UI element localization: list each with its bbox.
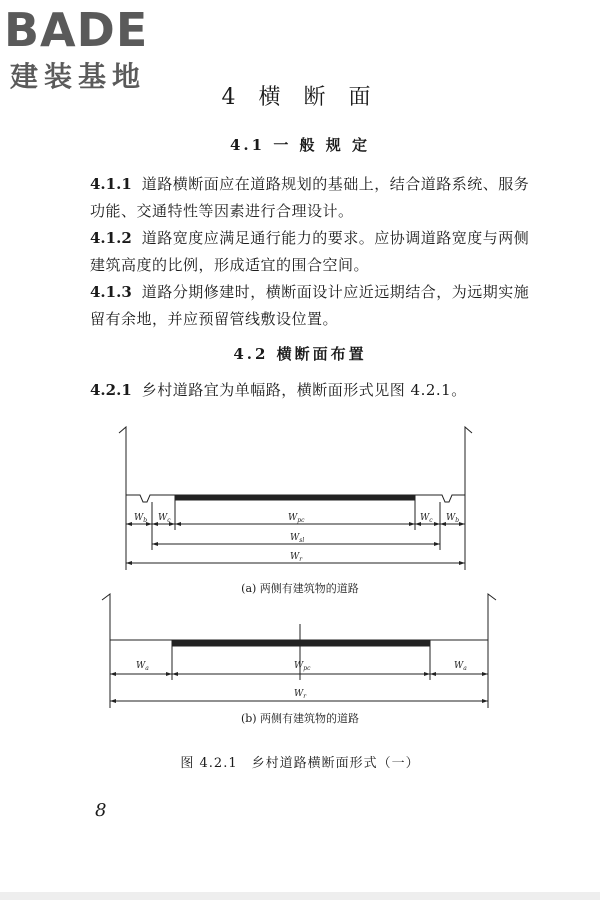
clause-text: 道路横断面应在道路规划的基础上，结合道路系统、服务功能、交通特性等因素进行合理设计。 — [90, 175, 530, 220]
right-building-edge-b — [430, 594, 496, 640]
clause-number: 4.2.1 — [90, 381, 132, 399]
clause-text: 乡村道路宜为单幅路，横断面形式见图 4.2.1。 — [141, 381, 467, 399]
label-wc-left: $W_c$ — [158, 513, 171, 524]
logo-wordmark: BADE — [4, 3, 149, 57]
page-number: 8 — [95, 800, 107, 821]
diagram-a-drawing — [119, 427, 472, 570]
figure-caption: 图 4.2.1 乡村道路横断面形式（一） — [180, 756, 420, 771]
right-building-edge — [415, 427, 472, 502]
road-pavement-b — [172, 640, 430, 646]
clause-number: 4.1.2 — [90, 229, 132, 247]
label-wb-right: $W_b$ — [446, 513, 460, 524]
label-wa-left: $W_a$ — [136, 661, 149, 672]
left-building-edge — [119, 427, 175, 502]
caption-b: (b) 两侧有建筑物的道路 — [240, 712, 360, 725]
label-wr-a: $W_r$ — [290, 552, 303, 563]
clause-number: 4.1.1 — [90, 175, 132, 193]
label-wc-right: $W_c$ — [420, 513, 433, 524]
clause-number: 4.1.3 — [90, 283, 132, 301]
caption-a: (a) 两侧有建筑物的道路 — [241, 582, 359, 595]
clause-text: 道路宽度应满足通行能力的要求。应协调道路宽度与两侧建筑高度的比例，形成适宜的围合空间。 — [90, 229, 530, 274]
label-wsl: $W_{sl}$ — [290, 533, 305, 544]
label-wr-b: $W_r$ — [294, 689, 307, 700]
label-wpc-b: $W_{pc}$ — [294, 661, 311, 672]
bottom-edge — [0, 892, 600, 900]
section-title-4-1: 4.1 一 般 规 定 — [230, 136, 370, 154]
logo-subtitle: 建装基地 — [10, 60, 147, 93]
road-pavement-a — [175, 495, 415, 500]
chapter-title: 4 横 断 面 — [221, 85, 379, 110]
left-building-edge-b — [102, 594, 172, 640]
section-title-4-2: 4.2 横断面布置 — [233, 345, 367, 363]
label-wa-right: $W_a$ — [454, 661, 467, 672]
clause-text: 道路分期修建时，横断面设计应近远期结合，为远期实施留有余地，并应预留管线敷设位置。 — [90, 283, 530, 328]
label-wb-left: $W_b$ — [134, 513, 148, 524]
label-wpc-a: $W_{pc}$ — [288, 513, 305, 524]
